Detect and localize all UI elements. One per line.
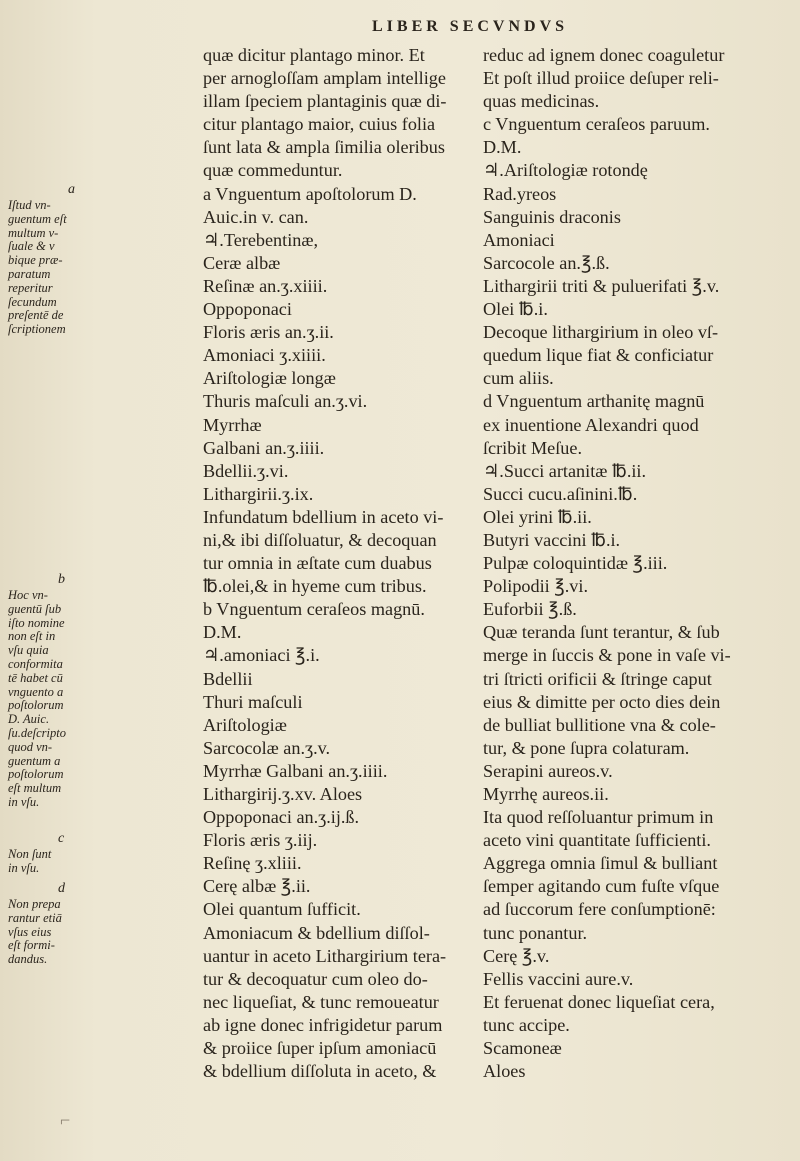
text-line: Butyri vaccini ℔.i.	[483, 529, 621, 550]
text-line: Polipodii ℥.vi.	[483, 576, 588, 597]
marginal-note-line: Hoc vn-	[8, 588, 48, 602]
marginal-note-line: in vſu.	[8, 860, 40, 875]
text-line: ſunt lata & ampla ſimilia oleribus	[203, 137, 445, 158]
right-text-column	[483, 44, 793, 1083]
text-line: Myrrhæ	[203, 414, 262, 435]
text-line: & bdellium diſſoluta in aceto, &	[203, 1061, 437, 1082]
text-line: Rad.yreos	[483, 183, 557, 204]
marginal-note-line: reperitur	[8, 280, 53, 295]
text-line: Infundatum bdellium in aceto vi-	[203, 506, 444, 527]
text-line: Amoniaci	[483, 229, 555, 250]
left-text-column	[203, 44, 483, 1083]
marginal-note-line: iſto nomine	[8, 615, 65, 630]
text-line: Ita quod reſſoluantur primum in	[483, 807, 714, 828]
text-line: Sanguinis draconis	[483, 206, 621, 227]
text-line: Euforbii ℥.ß.	[483, 599, 577, 620]
text-line: ex inuentione Alexandri quod	[483, 414, 699, 435]
text-line: Ariſtologiæ longæ	[203, 368, 336, 389]
marginal-note-line: multum v-	[8, 225, 59, 240]
text-line: ♃.Terebentinæ,	[203, 229, 319, 250]
text-line: Lithargirij.ʒ.xv. Aloes	[203, 784, 363, 804]
marginal-note-line: ſuale & v	[8, 239, 55, 254]
paper-fold-mark: ⌐	[60, 1110, 71, 1130]
marginal-note-line: ſecundum	[8, 294, 57, 309]
text-line: ſcribit Meſue.	[483, 437, 582, 458]
text-line: Et poſt illud proiice deſuper reli-	[483, 68, 719, 89]
marginal-note-line: poſtolorum	[8, 698, 64, 713]
text-line: ſemper agitando cum fuſte vſque	[483, 876, 720, 897]
text-line: Pulpæ coloquintidæ ℥.iii.	[483, 553, 668, 574]
text-line: Scamoneæ	[483, 1038, 562, 1059]
text-line: Serapini aureos.v.	[483, 760, 613, 781]
marginal-note-line: guentum eſt	[8, 211, 67, 226]
text-line: ab igne donec infrigidetur parum	[203, 1014, 443, 1035]
text-line: tri ſtricti orificii & ſtringe caput	[483, 668, 712, 689]
marginal-note-line: Non prepa	[8, 897, 61, 911]
marginal-note-b	[8, 573, 203, 810]
text-line: Bdellii.ʒ.vi.	[203, 460, 289, 481]
marginal-note-line: rantur etiā	[8, 910, 62, 925]
text-line: Aggrega omnia ſimul & bulliant	[483, 853, 718, 874]
text-line: ad ſuccorum fere conſumptionē:	[483, 899, 716, 920]
marginal-note-letter: c	[58, 831, 65, 846]
text-line: D.M.	[483, 137, 522, 158]
text-line: ♃.Succi artanitæ ℔.ii.	[483, 460, 647, 481]
marginal-note-line: paratum	[8, 266, 51, 281]
text-line: Sarcocole an.℥.ß.	[483, 252, 610, 273]
marginal-note-line: dandus.	[8, 952, 48, 967]
text-line: ♃.amoniaci ℥.i.	[203, 645, 320, 666]
text-line: tunc ponantur.	[483, 922, 588, 943]
text-line: & proiice ſuper ipſum amoniacū	[203, 1038, 437, 1059]
marginal-note-line: preſentē de	[8, 308, 64, 323]
text-line: Sarcocolæ an.ʒ.v.	[203, 737, 331, 758]
text-line: eius & dimitte per octo dies dein	[483, 691, 721, 712]
text-line: Myrrhæ Galbani an.ʒ.iiii.	[203, 760, 388, 781]
marginal-note-a	[8, 183, 203, 337]
marginal-note-line: eſt formi-	[8, 938, 55, 953]
marginal-note-letter: b	[58, 572, 65, 587]
text-line: c Vnguentum ceraſeos paruum.	[483, 114, 710, 135]
text-line: Bdellii	[203, 668, 253, 689]
marginal-note-line: vnguento a	[8, 684, 64, 699]
marginal-note-line: Non ſunt	[8, 847, 52, 861]
text-line: Galbani an.ʒ.iiii.	[203, 437, 325, 458]
text-line: Olei quantum ſufficit.	[203, 899, 361, 920]
text-line: Aloes	[483, 1061, 526, 1082]
text-line: Thuri maſculi	[203, 691, 303, 712]
marginal-note-d	[8, 882, 203, 967]
text-line: Myrrhę aureos.ii.	[483, 784, 609, 804]
text-line: Et feruenat donec liqueſiat cera,	[483, 991, 715, 1012]
marginal-note-letter: a	[68, 182, 75, 197]
marginal-note-line: vſus eius	[8, 924, 52, 939]
marginal-note-line: poſtolorum	[8, 767, 64, 782]
text-line: reduc ad ignem donec coaguletur	[483, 45, 725, 65]
text-line: Reſinæ an.ʒ.xiiii.	[203, 275, 328, 296]
text-line: Floris æris an.ʒ.ii.	[203, 322, 334, 343]
text-line: illam ſpeciem plantaginis quæ di-	[203, 91, 447, 112]
text-line: Auic.in v. can.	[203, 206, 309, 227]
text-line: cum aliis.	[483, 368, 554, 389]
text-line: Thuris maſculi an.ʒ.vi.	[203, 391, 368, 412]
text-line: Decoque lithargirium in oleo vſ-	[483, 322, 719, 343]
marginal-note-line: guentū ſub	[8, 601, 62, 616]
text-line: Succi cucu.aſinini.℔.	[483, 483, 638, 504]
text-line: tunc accipe.	[483, 1014, 570, 1035]
text-line: Oppoponaci an.ʒ.ij.ß.	[203, 807, 360, 828]
text-line: quas medicinas.	[483, 91, 600, 112]
text-line: ℔.olei,& in hyeme cum tribus.	[203, 576, 427, 597]
text-line: de bulliat bullitione vna & cole-	[483, 714, 716, 735]
text-line: Ariſtologiæ	[203, 714, 287, 735]
text-line: ni,& ibi diſſoluatur, & decoquan	[203, 529, 437, 550]
marginal-note-line: bique præ-	[8, 253, 63, 268]
text-line: Amoniaci ʒ.xiiii.	[203, 345, 326, 366]
text-line: d Vnguentum arthanitę magnū	[483, 391, 705, 412]
text-line: Oppoponaci	[203, 299, 292, 320]
text-line: Reſinę ʒ.xliii.	[203, 853, 302, 874]
running-head: LIBER SECVNDVS	[372, 18, 569, 35]
text-line: uantur in aceto Lithargirium tera-	[203, 945, 447, 966]
marginal-note-c	[8, 832, 203, 876]
text-line: quæ commeduntur.	[203, 160, 343, 181]
text-line: tur & decoquatur cum oleo do-	[203, 968, 428, 989]
text-line: per arnogloſſam amplam intellige	[203, 68, 446, 89]
text-line: Olei yrini ℔.ii.	[483, 506, 592, 527]
marginal-note-line: tē habet cū	[8, 670, 63, 685]
text-line: a Vnguentum apoſtolorum D.	[203, 183, 417, 204]
marginal-note-line: in vſu.	[8, 794, 40, 809]
text-line: Quæ teranda ſunt terantur, & ſub	[483, 622, 720, 643]
text-line: Cerę albæ ℥.ii.	[203, 876, 311, 897]
text-line: Olei ℔.i.	[483, 299, 548, 320]
text-line: Lithargirii.ʒ.ix.	[203, 483, 314, 504]
text-line: Cerę ℥.v.	[483, 945, 550, 966]
marginal-note-line: ſcriptionem	[8, 322, 66, 337]
text-line: tur omnia in æſtate cum duabus	[203, 553, 432, 574]
text-line: D.M.	[203, 622, 242, 643]
text-line: merge in ſuccis & pone in vaſe vi-	[483, 645, 731, 666]
marginal-note-letter: d	[58, 881, 65, 896]
marginal-note-line: ſu.deſcripto	[8, 725, 66, 740]
text-line: nec liqueſiat, & tunc remoueatur	[203, 991, 439, 1012]
text-line: tur, & pone ſupra colaturam.	[483, 737, 690, 758]
text-line: Floris æris ʒ.iij.	[203, 830, 318, 851]
marginal-note-line: non eſt in	[8, 629, 56, 644]
marginal-note-line: conformita	[8, 656, 63, 671]
text-line: citur plantago maior, cuius folia	[203, 114, 436, 135]
text-line: b Vnguentum ceraſeos magnū.	[203, 599, 425, 620]
marginal-note-line: eſt multum	[8, 781, 62, 796]
text-line: Amoniacum & bdellium diſſol-	[203, 922, 430, 943]
marginal-note-line: Iſtud vn-	[8, 198, 51, 212]
text-line: Fellis vaccini aure.v.	[483, 968, 634, 989]
text-line: Lithargirii triti & puluerifati ℥.v.	[483, 275, 720, 296]
text-line: quæ dicitur plantago minor. Et	[203, 45, 425, 65]
marginal-note-line: guentum a	[8, 753, 61, 768]
text-line: quedum lique fiat & conficiatur	[483, 345, 714, 366]
text-line: ♃.Ariſtologiæ rotondę	[483, 160, 648, 181]
marginal-note-line: quod vn-	[8, 739, 53, 754]
text-line: aceto vini quantitate ſufficienti.	[483, 830, 711, 851]
marginal-note-line: vſu quia	[8, 643, 49, 658]
text-line: Ceræ albæ	[203, 252, 281, 273]
marginal-note-line: D. Auic.	[8, 712, 50, 727]
